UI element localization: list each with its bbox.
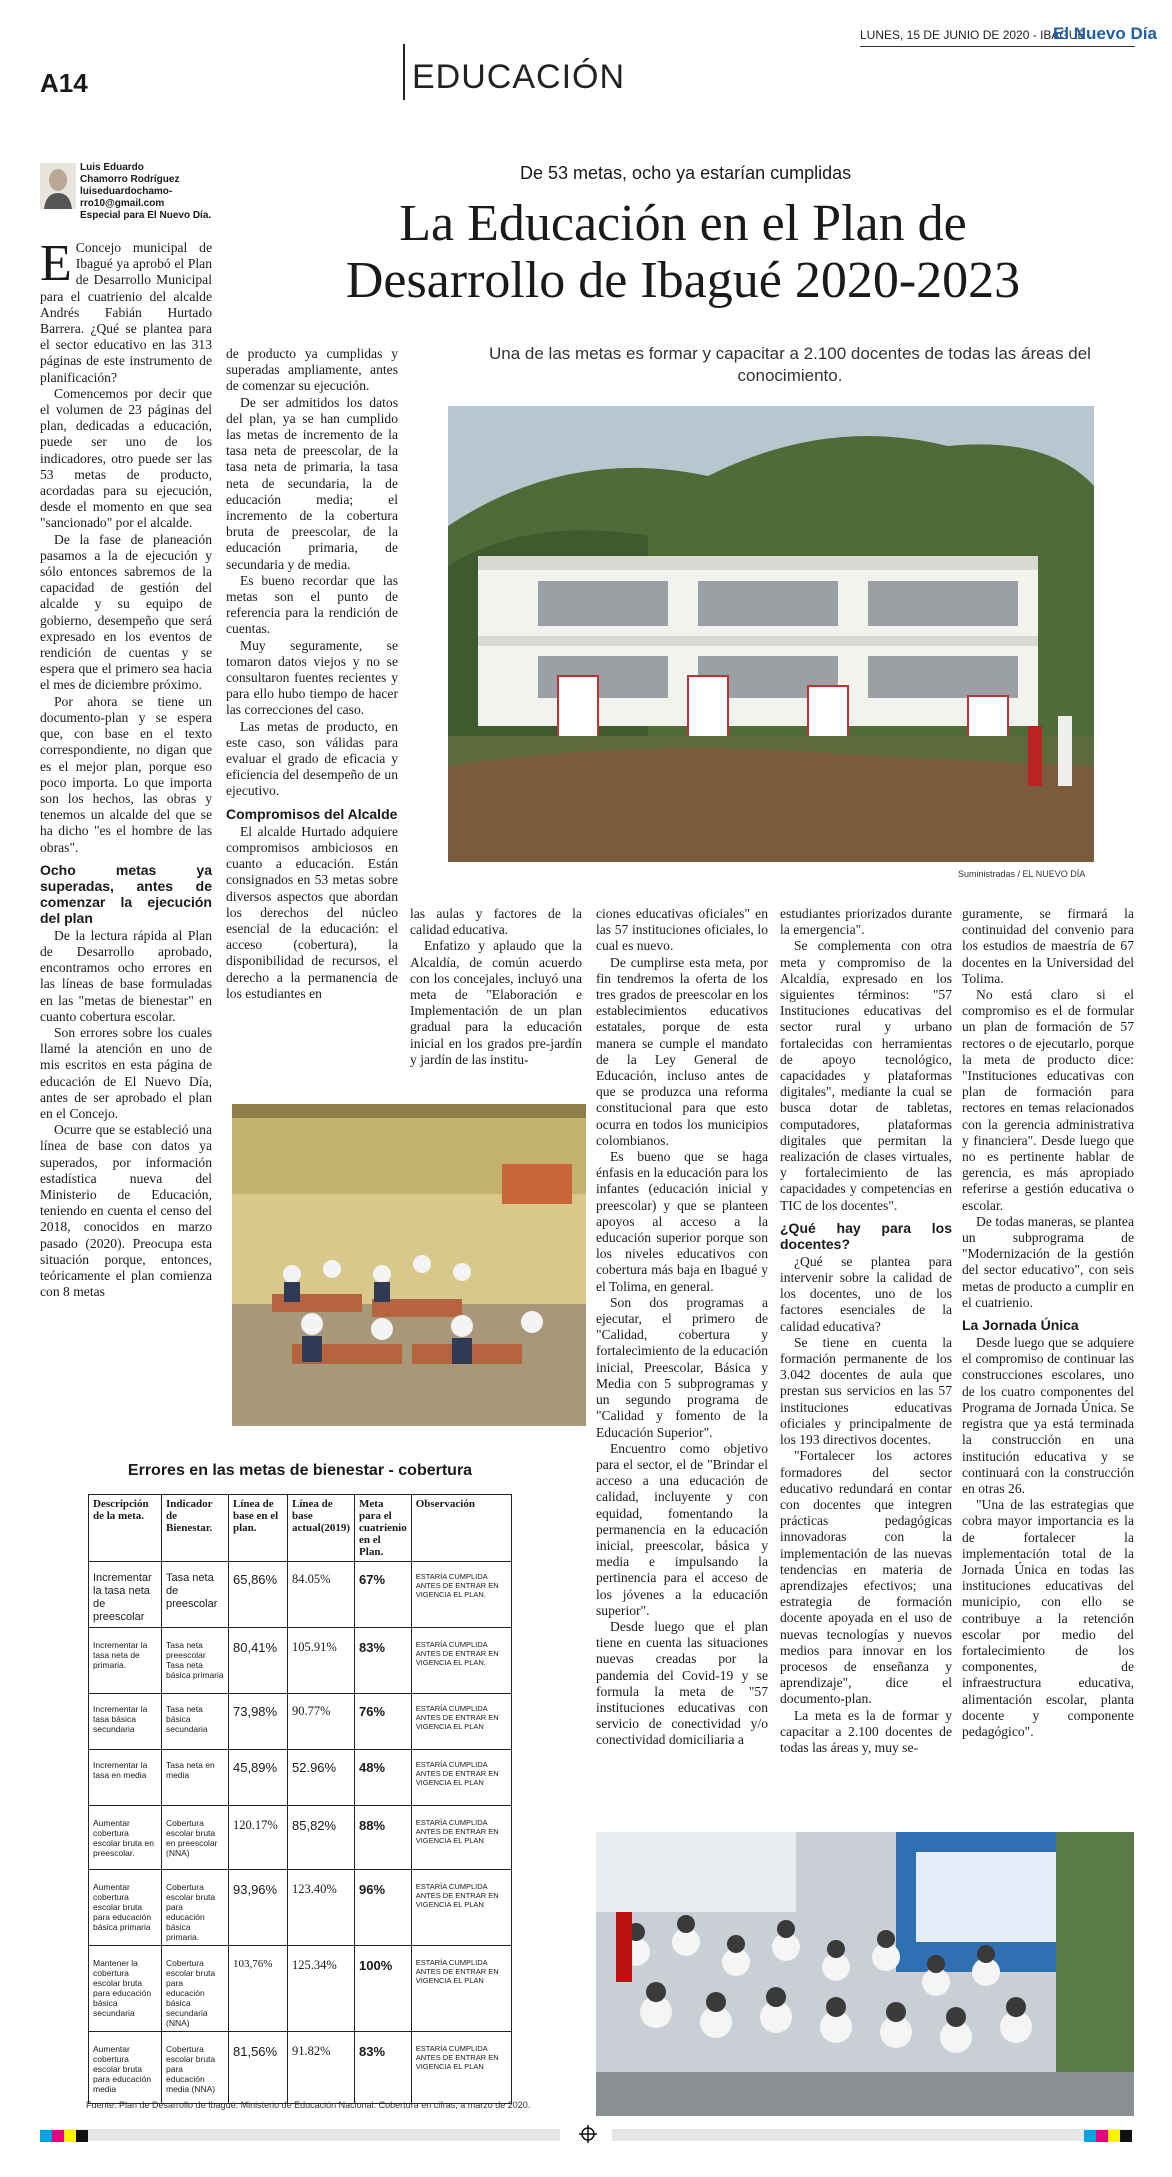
- table-cell: 85,82%: [288, 1806, 355, 1870]
- table-cell: Tasa neta de preescolar: [162, 1562, 229, 1628]
- table-cell: Mantener la cobertura escolar bruta para educación básica secundaria: [89, 1946, 162, 2032]
- table-cell: Aumentar cobertura escolar bruta para educación básica primaria: [89, 1870, 162, 1946]
- subheading: ¿Qué hay para los docentes?: [780, 1219, 952, 1252]
- author-role: Especial para El Nuevo Día.: [80, 210, 212, 221]
- table-cell: Incrementar la tasa básica secundaria: [89, 1694, 162, 1750]
- photo-credit: Suministradas / EL NUEVO DÍA: [958, 869, 1086, 879]
- column-6: [962, 906, 1134, 1740]
- headline: [278, 195, 1088, 309]
- crosshair-icon: [579, 2125, 597, 2143]
- paragraph: Es bueno recordar que las metas son el punto de referencia para la rendición de cuentas.: [226, 572, 398, 637]
- table-header: Observación: [411, 1495, 511, 1562]
- subheading: Compromisos del Alcalde: [226, 805, 398, 822]
- table-cell: 90.77%: [288, 1694, 355, 1750]
- table-cell: 81,56%: [229, 2032, 288, 2104]
- table-cell: ESTARÍA CUMPLIDA ANTES DE ENTRAR EN VIGENCIA EL PLAN: [411, 2032, 511, 2104]
- author-byline: [80, 162, 211, 222]
- table-title: Errores en las metas de bienestar - cobertura: [127, 1462, 473, 1479]
- table-cell: Tasa neta básica secundaria: [162, 1694, 229, 1750]
- section-title: EDUCACIÓN: [412, 58, 626, 96]
- paragraph: guramente, se firmará la continuidad del convenio para los estudios de maestría de 67 docentes en la Universidad del Tolima.: [962, 906, 1134, 986]
- table-header: Línea de base en el plan.: [229, 1495, 288, 1562]
- subheading: La Jornada Única: [962, 1317, 1079, 1334]
- table-cell: 88%: [355, 1806, 412, 1870]
- table-cell: ESTARÍA CUMPLIDA ANTES DE ENTRAR EN VIGENCIA EL PLAN: [411, 1806, 511, 1870]
- paragraph: Las metas de producto, en este caso, son válidas para evaluar el grado de eficacia y eficiencia del desempeño de un ejecutivo.: [226, 718, 398, 799]
- author-photo: [40, 163, 76, 209]
- paragraph: La meta es la de formar y capacitar a 2.100 docentes de todas las áreas y, muy se-: [780, 1707, 952, 1755]
- paragraph: Son errores sobre los cuales llamé la atención en uno de mis escritos en esta página de educación de El Nuevo Día, antes de ser aprobado el plan en el Concejo.: [40, 1024, 212, 1121]
- paragraph: Ocurre que se estableció una línea de base con datos ya superados, por información estadística nueva del Ministerio de Educación, teniendo en cuenta el censo del 2018, conocidos en marzo pasado (2020). Preocupa esta situación porque, entonces, teóricamente el plan comienza con 8 metas: [40, 1122, 212, 1300]
- table-cell: 123.40%: [288, 1870, 355, 1946]
- table-header: Descripción de la meta.: [89, 1495, 162, 1562]
- paragraph: Muy seguramente, se tomaron datos viejos y no se consultaron fuentes recientes y para ello hubo tiempo de hacer las correcciones del caso.: [226, 637, 398, 718]
- column-4: [596, 906, 768, 1749]
- table-cell: ESTARÍA CUMPLIDA ANTES DE ENTRAR EN VIGENCIA EL PLAN: [411, 1946, 511, 2032]
- table-cell: 65,86%: [229, 1562, 288, 1628]
- paragraph: De cumplirse esta meta, por fin tendremos la oferta de los tres grados de preescolar en los establecimientos educativos estatales, porque de esta manera se cumple el mandato de la Ley General de Educación, incluso antes de que se produzca una reforma constitucional para que esto ocurra en todos los municipios colombianos.: [596, 954, 768, 1148]
- table-cell: Incrementar la tasa neta de preescolar: [89, 1562, 162, 1628]
- paragraph: "Una de las estrategias que cobra mayor importancia es la de fortalecer la implementación total de la Jornada Única en todas las instituciones educativas del municipio, con ello se contribuye a la retención escolar por medio del fortalecimiento de los componentes, de infraestructura educativa, alimentación escolar, planta docente y componente pedagógico".: [962, 1497, 1134, 1739]
- paragraph-text: Concejo municipal de Ibagué ya aprobó el Plan de Desarrollo Municipal para el cuatrienio del alcalde Andrés Fabián Hurtado Barrera. ¿Qué se plantea para el sector educativo en las 313 páginas de este instrumento de planificación?: [40, 240, 212, 385]
- table-cell: 120.17%: [229, 1806, 288, 1870]
- paragraph: De todas maneras, se plantea un subprograma de "Modernización de la gestión del sector educativo", con seis metas de producto a cumplir en el cuatrienio.: [962, 1213, 1134, 1310]
- color-registration-bar-left: [40, 2129, 560, 2141]
- table-row: [89, 1946, 512, 2032]
- table-cell: Incrementar la tasa neta de primaria.: [89, 1628, 162, 1694]
- table-cell: ESTARÍA CUMPLIDA ANTES DE ENTRAR EN VIGENCIA EL PLAN.: [411, 1562, 511, 1628]
- paragraph: Desde luego que el plan tiene en cuenta las situaciones nuevas creadas por la pandemia del Covid-19 y se formula la meta de "57 instituciones educativas con servicio de conectividad y/o conectividad domiciliaria a: [596, 1618, 768, 1748]
- table-cell: 48%: [355, 1750, 412, 1806]
- page-number: A14: [40, 68, 88, 98]
- table-cell: Cobertura escolar bruta para educación básica primaria.: [162, 1870, 229, 1946]
- table-cell: 45,89%: [229, 1750, 288, 1806]
- brand-text: El Nuevo Día: [1053, 24, 1157, 43]
- table-cell: 83%: [355, 1628, 412, 1694]
- paragraph: de producto ya cumplidas y superadas ampliamente, antes de comenzar su ejecución.: [226, 346, 398, 394]
- table-row: [89, 1806, 512, 1870]
- headline-line-1: La Educación en el Plan de: [399, 195, 967, 252]
- coverage-table: [88, 1494, 512, 2104]
- table-cell: 103,76%: [229, 1946, 288, 2032]
- drop-cap: E: [40, 235, 72, 292]
- author-name-1: Luis Eduardo: [80, 162, 144, 173]
- table-cell: 52.96%: [288, 1750, 355, 1806]
- author-email-2: rro10@gmail.com: [80, 198, 165, 209]
- table-cell: Cobertura escolar bruta en preescolar (NNA): [162, 1806, 229, 1870]
- column-2: [226, 346, 398, 1002]
- table-header: Meta para el cuatrienio en el Plan.: [355, 1495, 412, 1562]
- column-1: [40, 235, 212, 1300]
- brand-logo: [1053, 24, 1157, 44]
- author-name-2: Chamorro Rodríguez: [80, 174, 180, 185]
- paragraph: "Fortalecer los actores formadores del sector educativo redundará en contar con docentes que integren prácticas pedagógicas innovadoras con la implementación de las nuevas tendencias en materia de aprendizajes efectivos; una estrategia de formación docente apoyada en el uso de nuevas tecnologías y nuevos medios para innovar en los procesos de enseñanza y aprendizaje", dice el documento-plan.: [780, 1448, 952, 1707]
- table-cell: Cobertura escolar bruta para educación básica secundaria (NNA): [162, 1946, 229, 2032]
- date-line: [860, 28, 1085, 42]
- paragraph: No está claro si el compromiso es el de formular un plan de formación de 57 rectores o de ejecutarlo, porque la meta de producto dice: "Instituciones educativas con plan de formación para rectores en temas relacionados con la gerencia administrativa y financiera". Desde luego que no es pertinente hablar de gerencia, es más apropiado referirse a gestión educativa o escolar.: [962, 987, 1134, 1213]
- table-cell: 76%: [355, 1694, 412, 1750]
- students-photo: [596, 1832, 1134, 2116]
- table-cell: Tasa neta preescolar Tasa neta básica primaria: [162, 1628, 229, 1694]
- section-divider: [403, 44, 405, 100]
- main-photo-school: [448, 406, 1094, 862]
- header-rule: [860, 46, 1135, 47]
- paragraph: Son dos programas a ejecutar, el primero de "Calidad, cobertura y fortalecimiento de la educación inicial, Preescolar, Básica y Media con 5 subprogramas y un segundo programa de "Calidad y fomento de la Educación Superior".: [596, 1294, 768, 1440]
- table-cell: ESTARÍA CUMPLIDA ANTES DE ENTRAR EN VIGENCIA EL PLAN.: [411, 1628, 511, 1694]
- photo-caption: Una de las metas es formar y capacitar a 2.100 docentes de todas las áreas del conocimiento.: [489, 344, 1091, 385]
- column-3: [410, 906, 582, 1068]
- table-cell: 100%: [355, 1946, 412, 2032]
- paragraph: Se complementa con otra meta y compromiso de la Alcaldía, expresado en los siguientes términos: "57 Instituciones educativas del sector rural y urbano fortalecidas con herramientas de apoyo tecnológico, capacidades y plataformas digitales", mediante la cual se busca dotar de tabletas, computadores, plataformas digitales que permitan la realización de clases virtuales, y fortalecimiento de las capacidades y competencias en TIC de los docentes".: [780, 938, 952, 1213]
- paragraph: [40, 235, 212, 386]
- table-cell: 105.91%: [288, 1628, 355, 1694]
- table-cell: 91.82%: [288, 2032, 355, 2104]
- paragraph: Encuentro como objetivo para el sector, el de "Brindar el acceso a una educación de calidad, incluyente y con equidad, fomentando la permanencia en la educación inicial, preescolar, básica y media e impulsando la pertinencia para el acceso de los jóvenes a la educación superior".: [596, 1440, 768, 1618]
- table-cell: 96%: [355, 1870, 412, 1946]
- column-5: [780, 906, 952, 1756]
- color-registration-bar-right: [612, 2129, 1132, 2141]
- table-header-row: [89, 1495, 512, 1562]
- paragraph: las aulas y factores de la calidad educativa.: [410, 906, 582, 938]
- subheading: Ocho metas ya superadas, antes de comenzar la ejecución del plan: [40, 861, 212, 926]
- table-cell: 67%: [355, 1562, 412, 1628]
- paragraph: Se tiene en cuenta la formación permanente de los 3.042 docentes de aula que prestan sus servicios en las 57 instituciones educativas oficiales y principalmente de los 193 directivos docentes.: [780, 1334, 952, 1448]
- table-cell: ESTARÍA CUMPLIDA ANTES DE ENTRAR EN VIGENCIA EL PLAN: [411, 1870, 511, 1946]
- table-row: [89, 1750, 512, 1806]
- table-cell: 84.05%: [288, 1562, 355, 1628]
- kicker: De 53 metas, ocho ya estarían cumplidas: [520, 163, 852, 183]
- paragraph: Enfatizo y aplaudo que la Alcaldía, de común acuerdo con los concejales, incluyó una meta de "Elaboración e Implementación de un plan gradual para la educación inicial en los grados pre-jardín y jardín de las institu-: [410, 938, 582, 1067]
- paragraph: El alcalde Hurtado adquiere compromisos ambiciosos en cuanto a educación. Están consignados en 53 metas sobre diversos aspectos que abordan los derechos del núcleo esencial de la educación: el acceso (cobertura), la disponibilidad de recursos, el derecho a la permanencia de los estudiantes en: [226, 823, 398, 1001]
- table-row: [89, 1562, 512, 1628]
- table-row: [89, 1694, 512, 1750]
- table-row: [89, 1870, 512, 1946]
- paragraph: De la lectura rápida al Plan de Desarrollo aprobado, encontramos ocho errores en las líneas de base formuladas en las "metas de bienestar" en cuanto cobertura escolar.: [40, 927, 212, 1024]
- table-cell: 93,96%: [229, 1870, 288, 1946]
- paragraph: ¿Qué se plantea para intervenir sobre la calidad de los docentes, uno de los factores esenciales de la calidad educativa?: [780, 1253, 952, 1334]
- table-cell: Tasa neta en media: [162, 1750, 229, 1806]
- table-cell: 125.34%: [288, 1946, 355, 2032]
- table-cell: Aumentar cobertura escolar bruta para educación media: [89, 2032, 162, 2104]
- classroom-photo: [232, 1104, 586, 1426]
- table-cell: Incrementar la tasa en media: [89, 1750, 162, 1806]
- paragraph: ciones educativas oficiales" en las 57 instituciones oficiales, lo cual es nuevo.: [596, 906, 768, 954]
- table-cell: Cobertura escolar bruta para educación media (NNA): [162, 2032, 229, 2104]
- table-cell: 80,41%: [229, 1628, 288, 1694]
- table-row: [89, 2032, 512, 2104]
- table-source: Fuente: Plan de Desarrollo de Ibagué. Ministerio de Educación Nacional. Cobertura en cifras, a marzo de 2020.: [86, 2100, 531, 2110]
- table-header: Indicador de Bienestar.: [162, 1495, 229, 1562]
- paragraph: Desde luego que se adquiere el compromiso de continuar las construcciones escolares, uno de los cuatro componentes del Programa de Jornada Única. Se registra que ya está terminada la construcción en una institución educativa y se continuará con la construcción en otras 26.: [962, 1335, 1134, 1496]
- paragraph: De la fase de planeación pasamos a la de ejecución y sólo entonces sabremos de la capacidad de gestión del alcalde y su equipo de gobierno, desempeño que será expresado en los eventos de rendición de cuentas y se espera que el primero sea hacia el mes de diciembre próximo.: [40, 531, 212, 693]
- paragraph: Por ahora se tiene un documento-plan y se espera que, con base en el texto correspondiente, no digan que es el mejor plan, porque eso poco importa. Lo que importa son los hechos, las obras y tenemos un alcalde del que se ha dicho "es el hombre de las obras".: [40, 693, 212, 855]
- table-cell: 73,98%: [229, 1694, 288, 1750]
- paragraph: Comencemos por decir que el volumen de 23 páginas del plan, dedicadas a educación, puede ser uno de los indicadores, otro puede ser las 53 metas de producto, acordadas para su ejecución, desde el momento en que sea "sancionado" por el alcalde.: [40, 385, 212, 531]
- paragraph: De ser admitidos los datos del plan, ya se han cumplido las metas de incremento de la tasa neta de preescolar, de la tasa neta de primaria, la tasa neta de secundaria, la de educación media; el incremento de la cobertura bruta de preescolar, de la educación primaria, de secundaria y de media.: [226, 394, 398, 572]
- author-email-1: luiseduardochamo-: [80, 186, 173, 197]
- table-cell: 83%: [355, 2032, 412, 2104]
- headline-line-2: Desarrollo de Ibagué 2020-2023: [345, 252, 1021, 309]
- table-row: [89, 1628, 512, 1694]
- paragraph: estudiantes priorizados durante la emergencia".: [780, 906, 952, 938]
- paragraph: Es bueno que se haga énfasis en la educación para los infantes (educación inicial y preescolar) y que se planteen apoyos al acceso a la educación superior porque son los niveles educativos con cobertura más baja en Ibagué y el Tolima, en general.: [596, 1149, 768, 1294]
- table-cell: Aumentar cobertura escolar bruta en preescolar.: [89, 1806, 162, 1870]
- table-cell: ESTARÍA CUMPLIDA ANTES DE ENTRAR EN VIGENCIA EL PLAN: [411, 1694, 511, 1750]
- table-header: Línea de base actual(2019): [288, 1495, 355, 1562]
- table-cell: ESTARÍA CUMPLIDA ANTES DE ENTRAR EN VIGENCIA EL PLAN: [411, 1750, 511, 1806]
- date-text: LUNES, 15 DE JUNIO DE 2020 - IBAGUÉ: [860, 28, 1086, 42]
